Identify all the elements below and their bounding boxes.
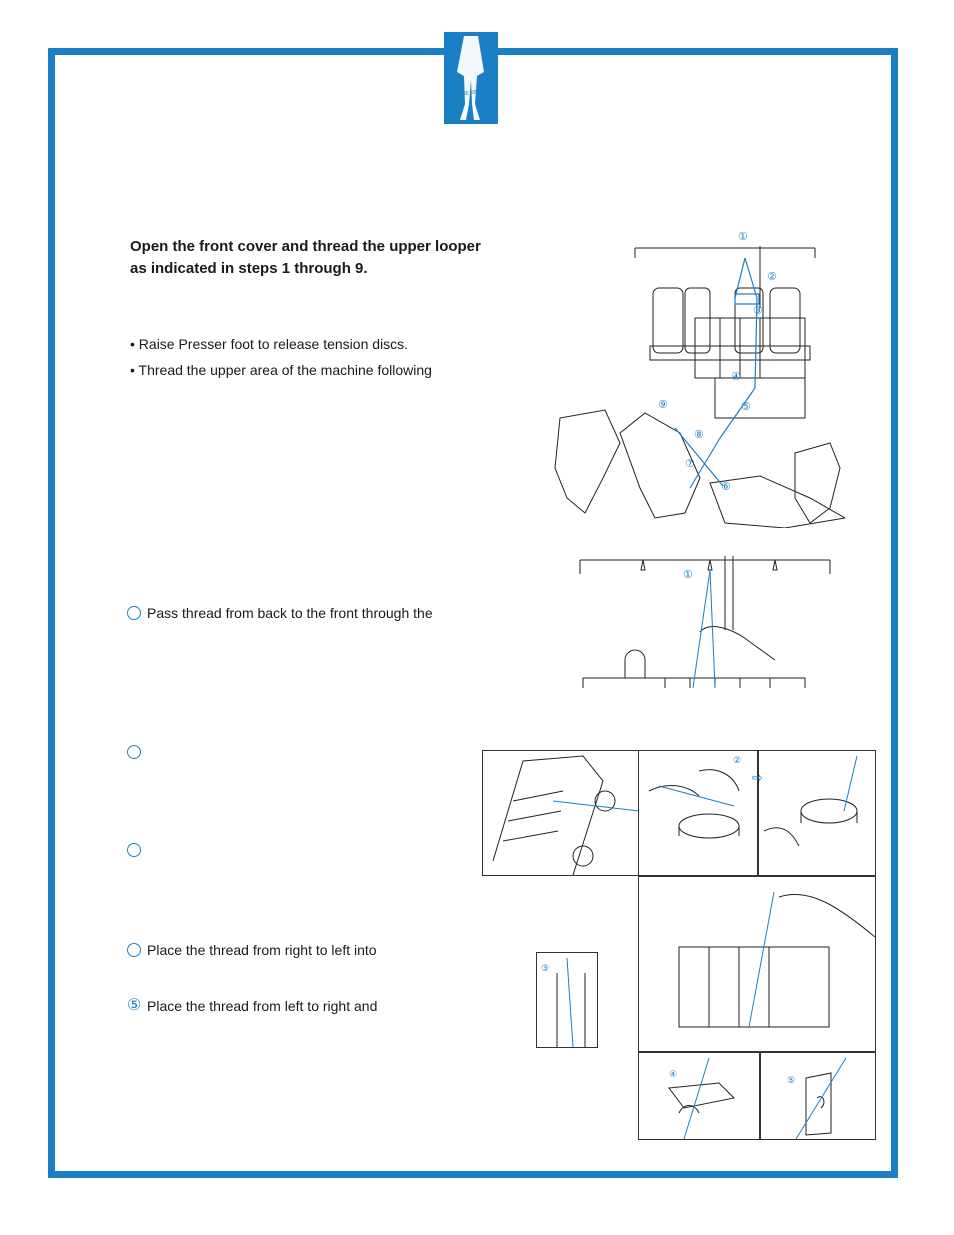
guide-detail-box <box>536 952 598 1048</box>
step-2 <box>127 745 147 759</box>
disc-step-b-box <box>758 750 876 876</box>
step-1 <box>127 604 433 622</box>
brand-logo <box>444 32 498 124</box>
guide-inset-callout: ③ <box>541 963 550 973</box>
tension-guide-box <box>482 750 640 876</box>
step-4-marker <box>127 943 141 957</box>
callout-8: ⑧ <box>694 429 704 441</box>
callout-3: ③ <box>753 305 763 317</box>
machine-overview-illustration <box>545 228 845 528</box>
step-3-marker <box>127 843 141 857</box>
callout-2: ② <box>767 271 777 283</box>
plate-a-box <box>638 1052 760 1140</box>
intro-heading: Open the front cover and thread the upper looper as indicated in steps 1 through 9. <box>130 238 481 277</box>
callout-9: ⑨ <box>658 399 668 411</box>
step-2-marker <box>127 745 141 759</box>
step-5 <box>127 997 377 1015</box>
callout-7: ⑦ <box>685 458 695 470</box>
step-4-text: Place the thread from right to left into <box>147 942 377 958</box>
plate-b-callout: ⑤ <box>787 1075 796 1085</box>
callout-6: ⑥ <box>721 481 731 493</box>
step-1-text: Pass thread from back to the front through the <box>147 605 433 621</box>
arrow-icon: ⇨ <box>752 770 763 785</box>
step-1-marker <box>127 606 141 620</box>
disc-step-a-box <box>638 750 758 876</box>
step-4 <box>127 941 377 959</box>
callout-4: ④ <box>731 371 741 383</box>
step-5-text: Place the thread from left to right and <box>147 998 378 1014</box>
plate-b-box <box>760 1052 876 1140</box>
stand-callout: ① <box>683 569 693 581</box>
plate-a-callout: ④ <box>669 1069 678 1079</box>
thread-stand-illustration <box>575 550 835 690</box>
bullet-raise-presser: • Raise Presser foot to release tension discs. <box>130 336 409 352</box>
callout-1: ① <box>738 231 748 243</box>
hand-threading-box <box>638 876 876 1052</box>
bullet-thread-upper: • Thread the upper area of the machine following <box>130 362 432 378</box>
logo-text: A-LINE SERIES <box>452 87 490 99</box>
callout-5: ⑤ <box>741 401 751 413</box>
step-3 <box>127 843 147 857</box>
disc-panel-callout: ② <box>733 755 742 765</box>
step-5-marker: ⑤ <box>127 997 142 1014</box>
